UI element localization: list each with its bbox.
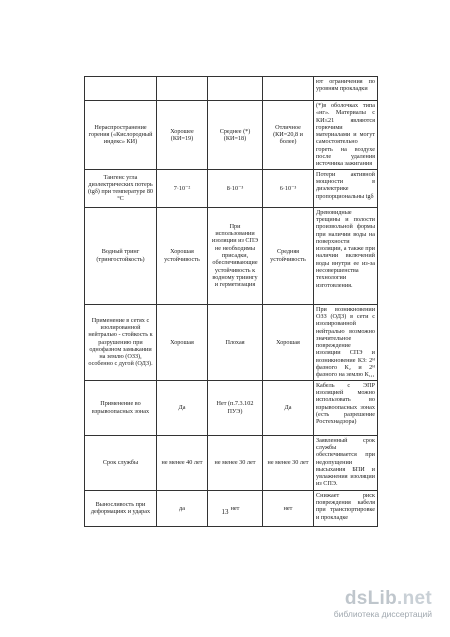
table-cell: Среднее (*) (КИ=18) [208, 101, 263, 170]
table-cell: 7·10⁻² [157, 169, 208, 207]
table-cell-notes: Кабель с ЭПР изоляцией можно использовать во взрывоопасных зонах (есть разрешение Ростехнадзора) [314, 380, 378, 435]
table-cell: не менее 30 лет [263, 435, 314, 490]
table-cell-notes: (*)в оболочках типа «нг». Материалы с КИ≤21 являются горючими материалами и могут самостоятельно гореть на воздухе после удаления источника зажигания [314, 101, 378, 170]
table-cell: Хорошая устойчивость [157, 207, 208, 304]
table-cell: Тангенс угла диэлектрических потерь (tgδ) при температуре 80 °С [85, 169, 157, 207]
table-cell-notes: При возникновении ОЗЗ (ОДЗ) в сети с изолированной нейтралью возможно значительное повреждение изоляции СПЭ и возникновение КЗ: 2ᴴ фазного К₂ и 2ᴴ фазного на землю К₁,₁ [314, 304, 378, 380]
table-cell-notes: ют ограничения по уровням прокладки [314, 77, 378, 101]
table-cell: Средняя устойчивость [263, 207, 314, 304]
watermark [334, 588, 432, 619]
table-row [85, 101, 378, 170]
table-cell: Отличное (КИ=20,8 и более) [263, 101, 314, 170]
table-row [85, 77, 378, 101]
table-cell: Да [263, 380, 314, 435]
table-cell: Применение во взрывоопасных зонах [85, 380, 157, 435]
table-row [85, 169, 378, 207]
page-number: 13 [221, 508, 229, 516]
table-cell: Применение в сетях с изолированной нейтралью - стойкость к разрушению при однофазном замыкании на землю (ОЗЗ), особенно с дугой (ОДЗ). [85, 304, 157, 380]
table-cell: Да [157, 380, 208, 435]
table-cell: Плохая [208, 304, 263, 380]
watermark-tagline: библиотека диссертаций [333, 609, 432, 619]
table-cell [208, 77, 263, 101]
table-cell: При использовании изоляции из СПЭ не необходимы присадки, обеспечивающие устойчивость к водному триингу и гермeтизация [208, 207, 263, 304]
table-cell: Нераспространение горения («Кислородный индекс» КИ) [85, 101, 157, 170]
table-cell: не менее 30 лет [208, 435, 263, 490]
table-cell: Хорошая [157, 304, 208, 380]
table-cell: Нет (п.7.3.102 ПУЭ) [208, 380, 263, 435]
table-cell: Выносливость при деформациях и ударах [85, 490, 157, 526]
table-cell [157, 77, 208, 101]
table-cell: не менее 40 лет [157, 435, 208, 490]
table-cell: да [157, 490, 208, 526]
comparison-table [84, 76, 378, 527]
table-cell: Хорошая [263, 304, 314, 380]
table-cell [85, 77, 157, 101]
table-row [85, 380, 378, 435]
table-row [85, 207, 378, 304]
table-cell: Срок службы [85, 435, 157, 490]
watermark-logo: dsLib.net [344, 588, 432, 609]
table-cell [263, 77, 314, 101]
table-row [85, 435, 378, 490]
table-cell-notes: Потери активной мощности в диэлектрике пропорциональны tgδ [314, 169, 378, 207]
table-cell: 6·10⁻³ [263, 169, 314, 207]
table-cell-notes: Снижает риск повреждения кабеля при транспортировке и прокладке [314, 490, 378, 526]
table-cell: Водный тринг (трингостойкость) [85, 207, 157, 304]
table-cell-notes: Древовидные трещины и полости произвольной формы при наличии воды на поверхности изоляции, а также при наличии включений воды внутри ее из-за несовершенства технологии изготовления. [314, 207, 378, 304]
table-cell: Хорошее (КИ=19) [157, 101, 208, 170]
table-cell: 8·10⁻³ [208, 169, 263, 207]
table-cell: нет [208, 490, 263, 526]
table-cell-notes: Заявленный срок службы обеспечивается при недопущении высыхания БПИ и увлажнения изоляции из СПЭ. [314, 435, 378, 490]
table-row [85, 304, 378, 380]
table-cell: нет [263, 490, 314, 526]
